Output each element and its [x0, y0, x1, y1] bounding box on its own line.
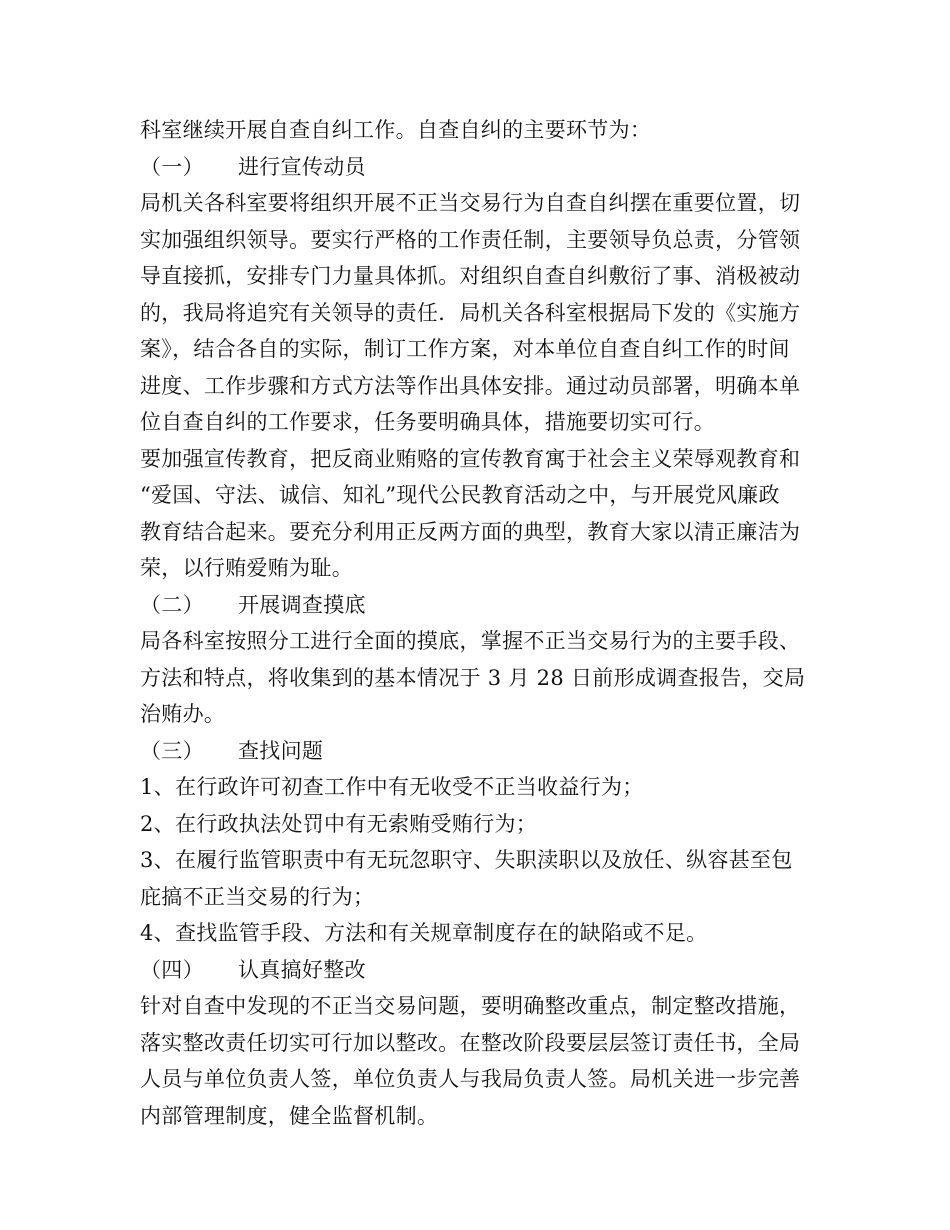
text-line: 2、在行政执法处罚中有无索贿受贿行为； — [140, 811, 538, 836]
text-line: 落实整改责任切实可行加以整改。在整改阶段要层层签订责任书，全局 — [140, 1030, 801, 1055]
text-line: 局各科室按照分工进行全面的摸底，掌握不正当交易行为的主要手段、 — [140, 629, 801, 653]
text-line: 针对自查中发现的不正当交易问题，要明确整改重点，制定整改措施， — [140, 994, 801, 1018]
paragraph — [140, 988, 820, 1134]
text-line: 导直接抓，安排专门力量具体抓。对组织自查自纠敷衍了事、消极被动 — [140, 264, 801, 288]
section-number: （四） — [140, 957, 204, 982]
document-body — [140, 112, 820, 1134]
text-line: 1、在行政许可初查工作中有无收受不正当收益行为； — [140, 775, 644, 799]
text-line: 人员与单位负责人签，单位负责人与我局负责人签。局机关进一步完善 — [140, 1067, 801, 1091]
paragraph — [140, 185, 820, 441]
section-heading-4 — [140, 952, 820, 989]
text-line: “爱国、守法、诚信、知礼”现代公民教育活动之中，与开展党风廉政 — [140, 483, 780, 507]
section-title: 查找问题 — [238, 738, 324, 763]
text-line: 的，我局将追究有关领导的责任．局机关各科室根据局下发的《实施方 — [140, 300, 801, 325]
text-line: 荣，以行贿爱贿为耻。 — [140, 556, 353, 580]
section-heading-1 — [140, 149, 820, 186]
section-title: 认真搞好整改 — [238, 957, 366, 982]
intro-line: 科室继续开展自查自纠工作。自查自纠的主要环节为： — [140, 118, 652, 142]
list-item — [140, 769, 820, 806]
text-line: 庇搞不正当交易的行为； — [140, 884, 375, 909]
text-line: 教育结合起来。要充分利用正反两方面的典型，教育大家以清正廉洁为 — [140, 519, 801, 544]
text-line: 案》，结合各自的实际，制订工作方案，对本单位自查自纠工作的时间 — [140, 337, 790, 361]
text-line: 局机关各科室要将组织开展不正当交易行为自查自纠摆在重要位置，切 — [140, 191, 801, 215]
text-line: 治贿办。 — [140, 702, 226, 726]
text-line: 内部管理制度，健全监督机制。 — [140, 1103, 439, 1128]
section-title: 进行宣传动员 — [238, 154, 366, 179]
section-number: （二） — [140, 592, 204, 617]
text-line: 进度、工作步骤和方式方法等作出具体安排。通过动员部署，明确本单 — [140, 373, 801, 398]
section-title: 开展调查摸底 — [238, 592, 366, 617]
list-item — [140, 806, 820, 843]
text-line: 方法和特点，将收集到的基本情况于 3 月 28 日前形成调查报告，交局 — [140, 665, 806, 690]
section-number: （三） — [140, 738, 204, 763]
text-line: 要加强宣传教育，把反商业贿赂的宣传教育寓于社会主义荣辱观教育和 — [140, 446, 801, 471]
list-item — [140, 915, 820, 952]
paragraph — [140, 623, 820, 733]
text-line: 位自查自纠的工作要求，任务要明确具体，措施要切实可行。 — [140, 410, 716, 434]
text-line: 4、查找监管手段、方法和有关规章制度存在的缺陷或不足。 — [140, 921, 708, 945]
list-item — [140, 842, 820, 915]
section-number: （一） — [140, 154, 204, 179]
paragraph — [140, 441, 820, 587]
section-heading-2 — [140, 587, 820, 624]
text-line: 实加强组织领导。要实行严格的工作责任制，主要领导负总责，分管领 — [140, 227, 801, 252]
section-heading-3 — [140, 733, 820, 770]
text-line: 3、在履行监管职责中有无玩忽职守、失职渎职以及放任、纵容甚至包 — [140, 848, 793, 872]
